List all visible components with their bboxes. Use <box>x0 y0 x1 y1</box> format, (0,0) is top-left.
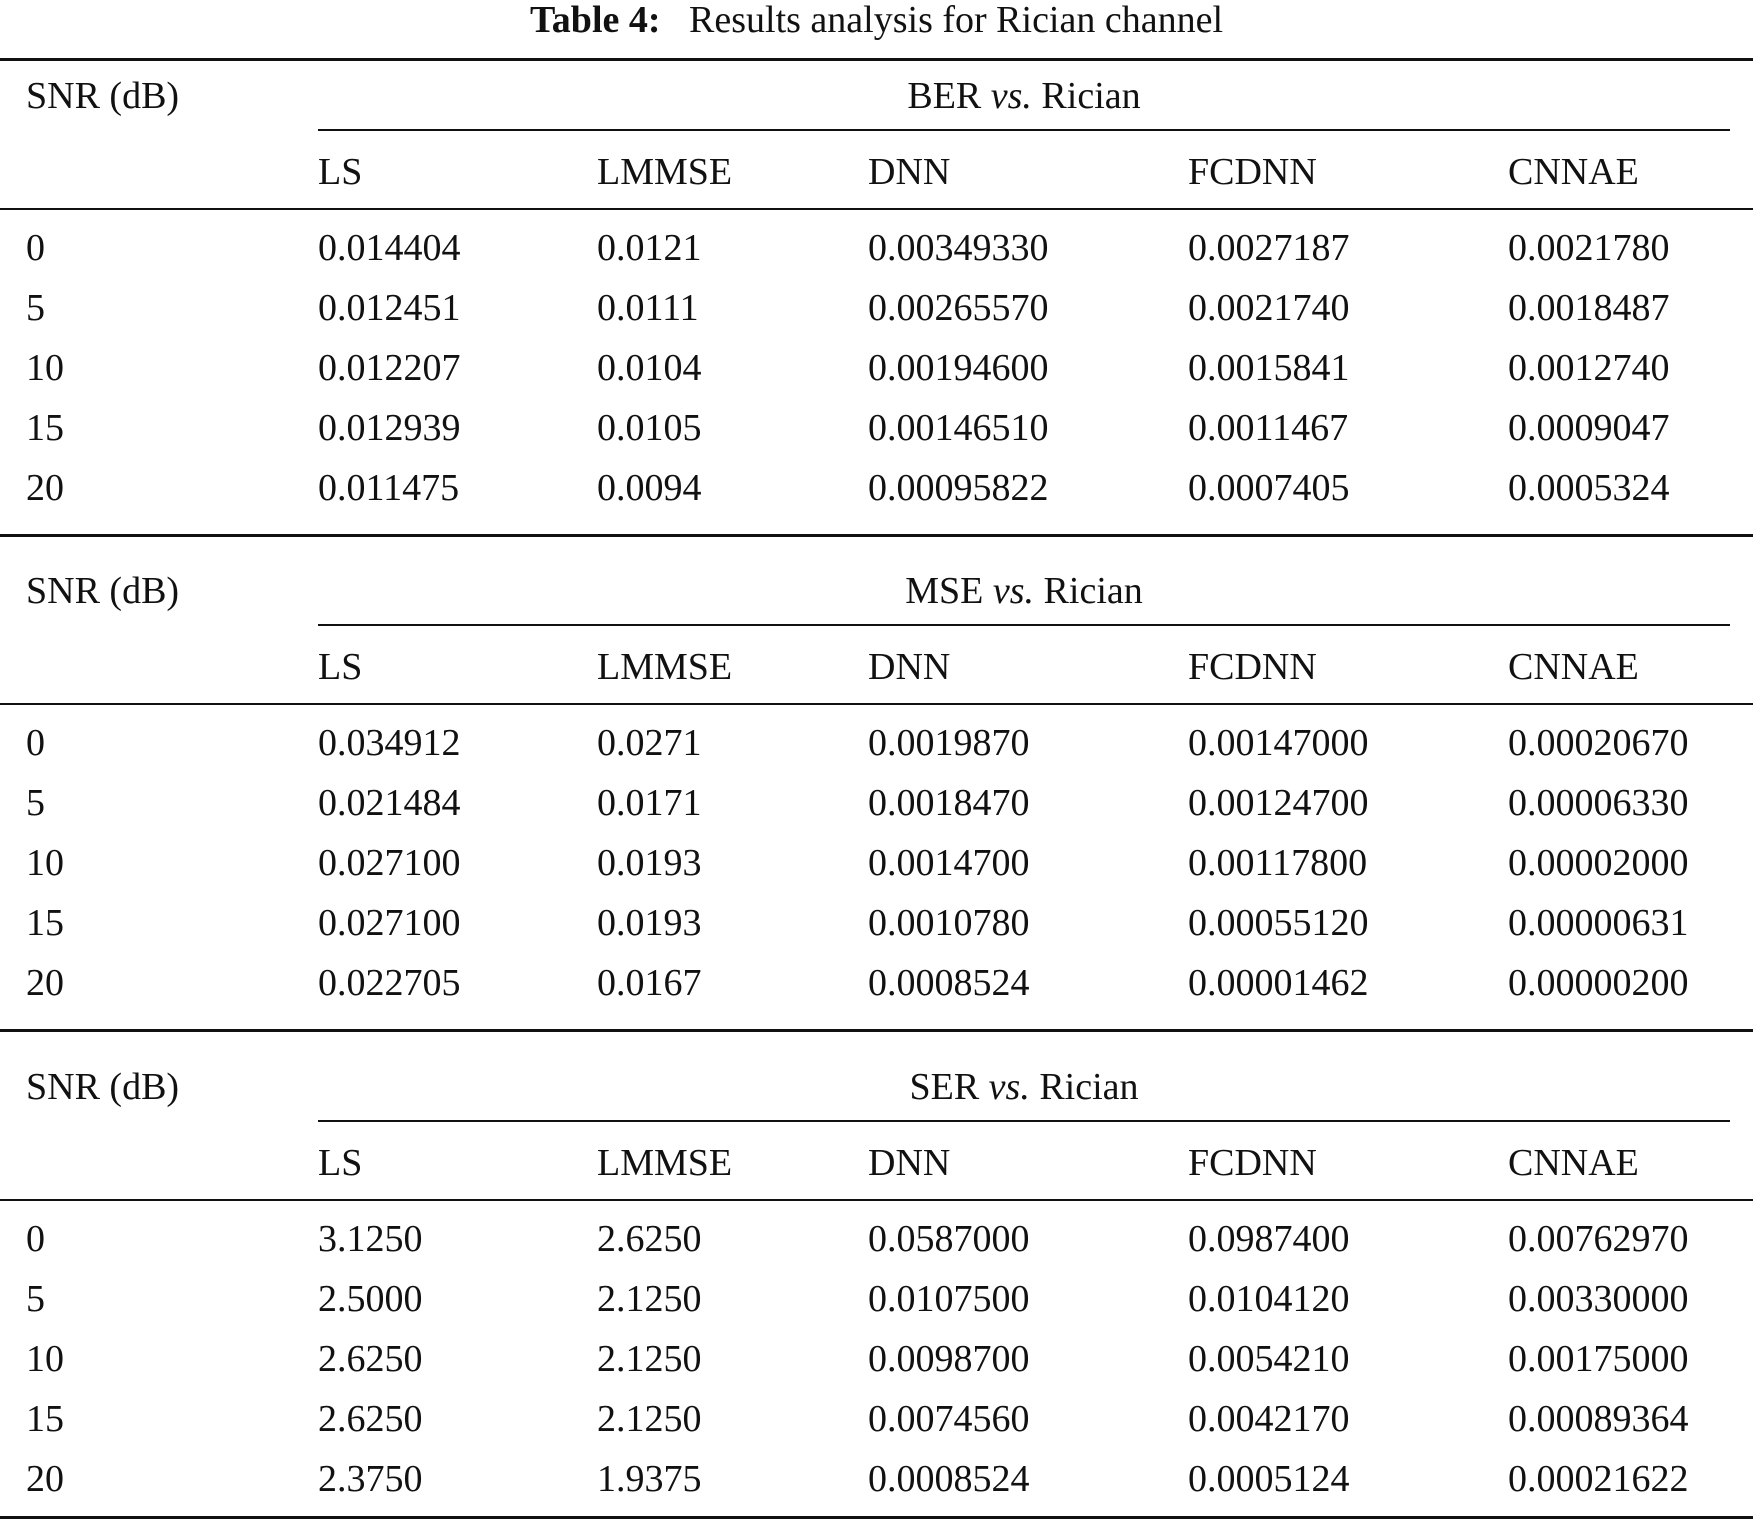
table-cell: 0.00020670 <box>1508 722 1689 764</box>
table-cell: 0.0008524 <box>868 1458 1030 1500</box>
table-cell: 0.0021740 <box>1188 287 1350 329</box>
table-cell: 2.5000 <box>318 1278 423 1320</box>
table-cell: 0.0010780 <box>868 902 1030 944</box>
metric-title-ber <box>318 76 1730 116</box>
table-cell: 0.00001462 <box>1188 962 1369 1004</box>
snr-value: 20 <box>26 1458 64 1500</box>
table-cell: 0.00021622 <box>1508 1458 1689 1500</box>
table-cell: 0.00175000 <box>1508 1338 1689 1380</box>
column-header-dnn: DNN <box>868 151 951 193</box>
table-cell: 3.1250 <box>318 1218 423 1260</box>
table-cell: 0.0005324 <box>1508 467 1670 509</box>
snr-value: 10 <box>26 1338 64 1380</box>
table-cell: 2.1250 <box>597 1398 702 1440</box>
table-cell: 2.6250 <box>318 1398 423 1440</box>
metric-vs: vs. <box>990 75 1032 117</box>
table-cell: 0.0121 <box>597 227 702 269</box>
metric-channel: Rician <box>1039 1066 1139 1108</box>
table-cell: 0.027100 <box>318 902 461 944</box>
metric-vs: vs. <box>988 1066 1030 1108</box>
column-header-cnnae: CNNAE <box>1508 1142 1639 1184</box>
table-cell: 2.6250 <box>318 1338 423 1380</box>
table-cell: 2.1250 <box>597 1338 702 1380</box>
table-cell: 0.00762970 <box>1508 1218 1689 1260</box>
snr-value: 0 <box>26 1218 45 1260</box>
table-cell: 0.00006330 <box>1508 782 1689 824</box>
table-cell: 0.0019870 <box>868 722 1030 764</box>
table-cell: 0.00000631 <box>1508 902 1689 944</box>
section-divider-rule <box>0 534 1753 537</box>
snr-value: 5 <box>26 782 45 824</box>
snr-value: 0 <box>26 722 45 764</box>
table-cell: 0.0011467 <box>1188 407 1349 449</box>
snr-header: SNR (dB) <box>26 75 180 117</box>
table-cell: 0.011475 <box>318 467 460 509</box>
snr-value: 20 <box>26 467 64 509</box>
table-cell: 0.00002000 <box>1508 842 1689 884</box>
table-caption-spacer <box>670 0 680 41</box>
column-header-lmmse: LMMSE <box>597 151 733 193</box>
table-cell: 0.0008524 <box>868 962 1030 1004</box>
table-cell: 0.022705 <box>318 962 461 1004</box>
table-cell: 0.0104 <box>597 347 702 389</box>
table-cell: 0.0021780 <box>1508 227 1670 269</box>
table-cell: 0.0074560 <box>868 1398 1030 1440</box>
header-bottom-rule <box>0 208 1753 210</box>
table-cell: 0.0107500 <box>868 1278 1030 1320</box>
table-cell: 0.0018487 <box>1508 287 1670 329</box>
table-cell: 0.0094 <box>597 467 702 509</box>
table-cell: 0.012207 <box>318 347 461 389</box>
table-cell: 0.0007405 <box>1188 467 1350 509</box>
metric-vs: vs. <box>992 570 1035 612</box>
column-header-ls: LS <box>318 151 363 193</box>
table-cell: 0.0105 <box>597 407 702 449</box>
table-cell: 2.1250 <box>597 1278 702 1320</box>
table-cell: 0.0193 <box>597 902 702 944</box>
table-cell: 0.0042170 <box>1188 1398 1350 1440</box>
table-cell: 0.021484 <box>318 782 461 824</box>
table-cell: 0.0171 <box>597 782 702 824</box>
table-cell: 0.012451 <box>318 287 461 329</box>
table-cell: 0.00089364 <box>1508 1398 1689 1440</box>
table-cell: 0.00265570 <box>868 287 1049 329</box>
metric-underline <box>318 624 1730 626</box>
table-cell: 0.0005124 <box>1188 1458 1350 1500</box>
column-header-lmmse: LMMSE <box>597 1142 733 1184</box>
snr-value: 20 <box>26 962 64 1004</box>
metric-name: BER <box>907 75 982 117</box>
snr-value: 15 <box>26 902 64 944</box>
table-cell: 0.0015841 <box>1188 347 1350 389</box>
column-header-ls: LS <box>318 1142 363 1184</box>
table-cell: 0.0018470 <box>868 782 1030 824</box>
table-caption-text: Results analysis for Rician channel <box>689 0 1224 41</box>
table-cell: 0.00095822 <box>868 467 1049 509</box>
table-cell: 0.014404 <box>318 227 461 269</box>
snr-value: 15 <box>26 1398 64 1440</box>
column-header-fcdnn: FCDNN <box>1188 1142 1317 1184</box>
metric-name: MSE <box>905 570 984 612</box>
table-cell: 0.0193 <box>597 842 702 884</box>
table-cell: 0.0111 <box>597 287 699 329</box>
table-cell: 2.3750 <box>318 1458 423 1500</box>
table-cell: 0.0054210 <box>1188 1338 1350 1380</box>
table-cell: 0.0098700 <box>868 1338 1030 1380</box>
column-header-dnn: DNN <box>868 1142 951 1184</box>
table-cell: 0.012939 <box>318 407 461 449</box>
metric-underline <box>318 129 1730 131</box>
table-cell: 0.00349330 <box>868 227 1049 269</box>
snr-header: SNR (dB) <box>26 1066 180 1108</box>
column-header-cnnae: CNNAE <box>1508 151 1639 193</box>
table-cell: 0.0027187 <box>1188 227 1350 269</box>
table-cell: 0.00124700 <box>1188 782 1369 824</box>
snr-value: 5 <box>26 1278 45 1320</box>
table-bottom-rule <box>0 1516 1753 1519</box>
section-divider-rule <box>0 1029 1753 1032</box>
header-bottom-rule <box>0 1199 1753 1201</box>
column-header-ls: LS <box>318 646 363 688</box>
table-cell: 1.9375 <box>597 1458 702 1500</box>
table-caption <box>0 0 1753 40</box>
table-cell: 0.00330000 <box>1508 1278 1689 1320</box>
table-cell: 0.0014700 <box>868 842 1030 884</box>
table-cell: 0.0167 <box>597 962 702 1004</box>
column-header-fcdnn: FCDNN <box>1188 151 1317 193</box>
metric-channel: Rician <box>1043 570 1143 612</box>
snr-value: 0 <box>26 227 45 269</box>
column-header-dnn: DNN <box>868 646 951 688</box>
table-cell: 0.00000200 <box>1508 962 1689 1004</box>
table-cell: 0.00194600 <box>868 347 1049 389</box>
metric-name: SER <box>909 1066 980 1108</box>
table-cell: 0.0012740 <box>1508 347 1670 389</box>
table-cell: 0.0009047 <box>1508 407 1670 449</box>
table-cell: 0.0587000 <box>868 1218 1030 1260</box>
table-top-rule <box>0 58 1753 61</box>
metric-title-ser <box>318 1067 1730 1107</box>
snr-value: 10 <box>26 347 64 389</box>
table-cell: 0.00147000 <box>1188 722 1369 764</box>
metric-underline <box>318 1120 1730 1122</box>
table-cell: 0.00117800 <box>1188 842 1368 884</box>
table-cell: 0.027100 <box>318 842 461 884</box>
snr-value: 10 <box>26 842 64 884</box>
snr-value: 5 <box>26 287 45 329</box>
table-cell: 2.6250 <box>597 1218 702 1260</box>
column-header-cnnae: CNNAE <box>1508 646 1639 688</box>
metric-title-mse <box>318 571 1730 611</box>
snr-value: 15 <box>26 407 64 449</box>
table-cell: 0.0271 <box>597 722 702 764</box>
column-header-lmmse: LMMSE <box>597 646 733 688</box>
table-cell: 0.00055120 <box>1188 902 1369 944</box>
metric-channel: Rician <box>1041 75 1141 117</box>
column-header-fcdnn: FCDNN <box>1188 646 1317 688</box>
table-cell: 0.00146510 <box>868 407 1049 449</box>
header-bottom-rule <box>0 703 1753 705</box>
table-cell: 0.0104120 <box>1188 1278 1350 1320</box>
table-cell: 0.0987400 <box>1188 1218 1350 1260</box>
table-cell: 0.034912 <box>318 722 461 764</box>
table-caption-label: Table 4: <box>529 0 661 41</box>
snr-header: SNR (dB) <box>26 570 180 612</box>
